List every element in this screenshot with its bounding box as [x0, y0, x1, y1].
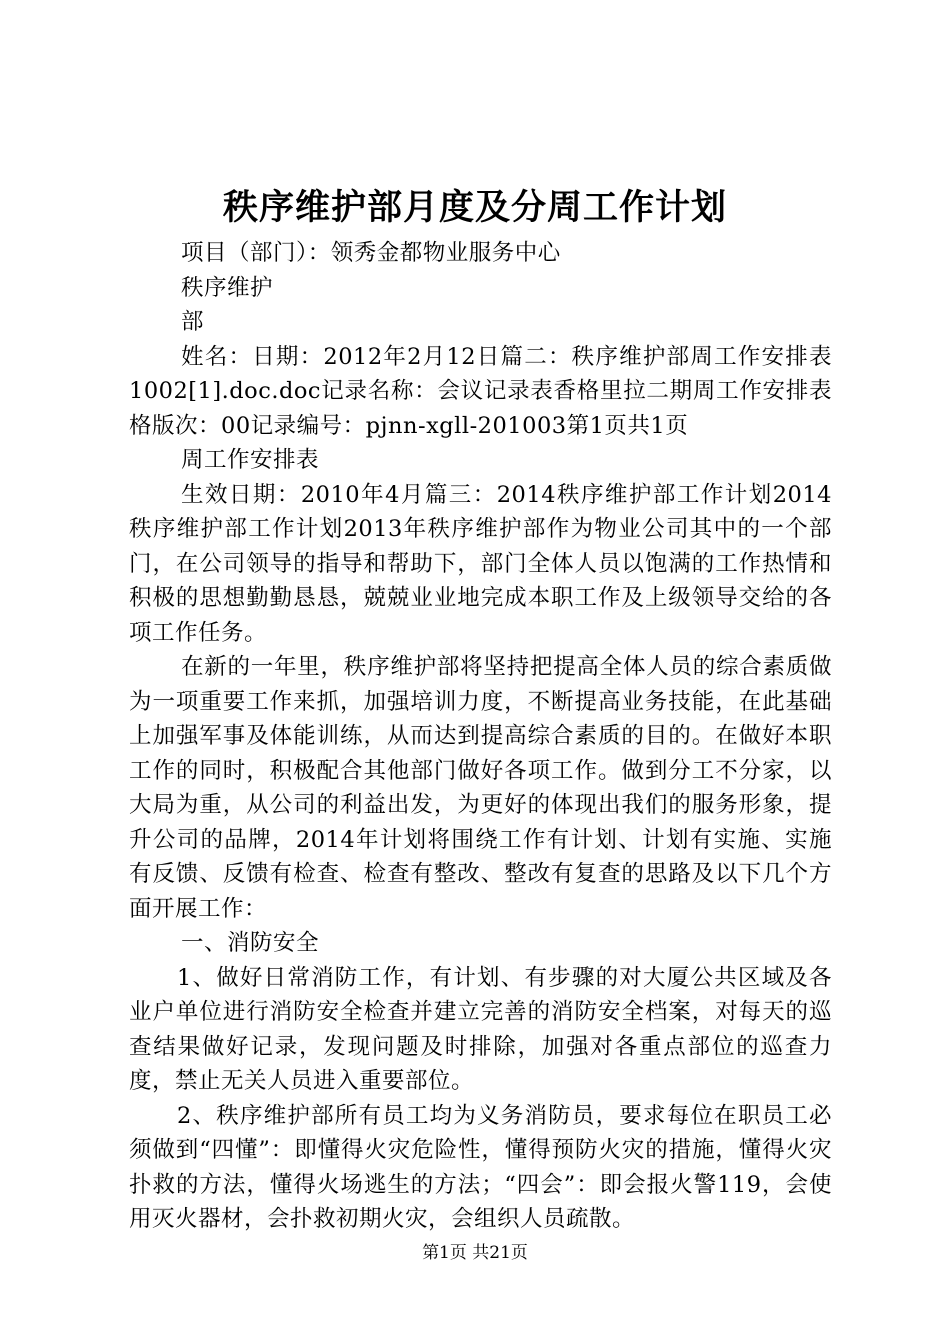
paragraph-dept-line2: 部 — [181, 309, 205, 335]
paragraph-weekly-schedule: 周工作安排表 — [181, 447, 320, 473]
section-heading-fire-safety: 一、消防安全 — [181, 930, 320, 956]
paragraph-name-date: 姓名：日期：2012年2月12日篇二：秩序维护部周工作安排表1002[1].doc.doc记录名称：会议记录表香格里拉二期周工作安排表格版次：00记录编号：pjnn-xgll-201003第1页共1页 — [129, 343, 832, 439]
paragraph-item-2: 2、秩序维护部所有员工均为义务消防员，要求每位在职员工必须做到“四懂”：即懂得火灾危险性，懂得预防火灾的措施，懂得火灾扑救的方法，懂得火场逃生的方法；“四会”：即会报火警119，会使用灭火器材，会扑救初期火灾，会组织人员疏散。 — [129, 1102, 832, 1232]
document-body — [129, 236, 832, 1237]
paragraph-dept-line1: 秩序维护 — [181, 274, 274, 301]
document-title: 秩序维护部月度及分周工作计划 — [222, 187, 727, 228]
paragraph-project: 项目（部门）：领秀金都物业服务中心 — [181, 240, 561, 266]
paragraph-effective-date: 生效日期：2010年4月篇三：2014秩序维护部工作计划2014秩序维护部工作计划2013年秩序维护部作为物业公司其中的一个部门，在公司领导的指导和帮助下，部门全体人员以饱满的工作热情和积极的思想勤勤恳恳，兢兢业业地完成本职工作及上级领导交给的各项工作任务。 — [129, 481, 832, 646]
page-footer: 第1页 共21页 — [422, 1243, 528, 1263]
paragraph-new-year: 在新的一年里，秩序维护部将坚持把提高全体人员的综合素质做为一项重要工作来抓，加强培训力度，不断提高业务技能，在此基础上加强军事及体能训练，从而达到提高综合素质的目的。在做好本职工作的同时，积极配合其他部门做好各项工作。做到分工不分家，以大局为重，从公司的利益出发，为更好的体现出我们的服务形象，提升公司的品牌，2014年计划将围绕工作有计划、计划有实施、实施有反馈、反馈有检查、检查有整改、整改有复查的思路及以下几个方面开展工作： — [129, 654, 832, 922]
paragraph-item-1: 1、做好日常消防工作，有计划、有步骤的对大厦公共区域及各业户单位进行消防安全检查并建立完善的消防安全档案，对每天的巡查结果做好记录，发现问题及时排除，加强对各重点部位的巡查力度，禁止无关人员进入重要部位。 — [129, 964, 832, 1094]
